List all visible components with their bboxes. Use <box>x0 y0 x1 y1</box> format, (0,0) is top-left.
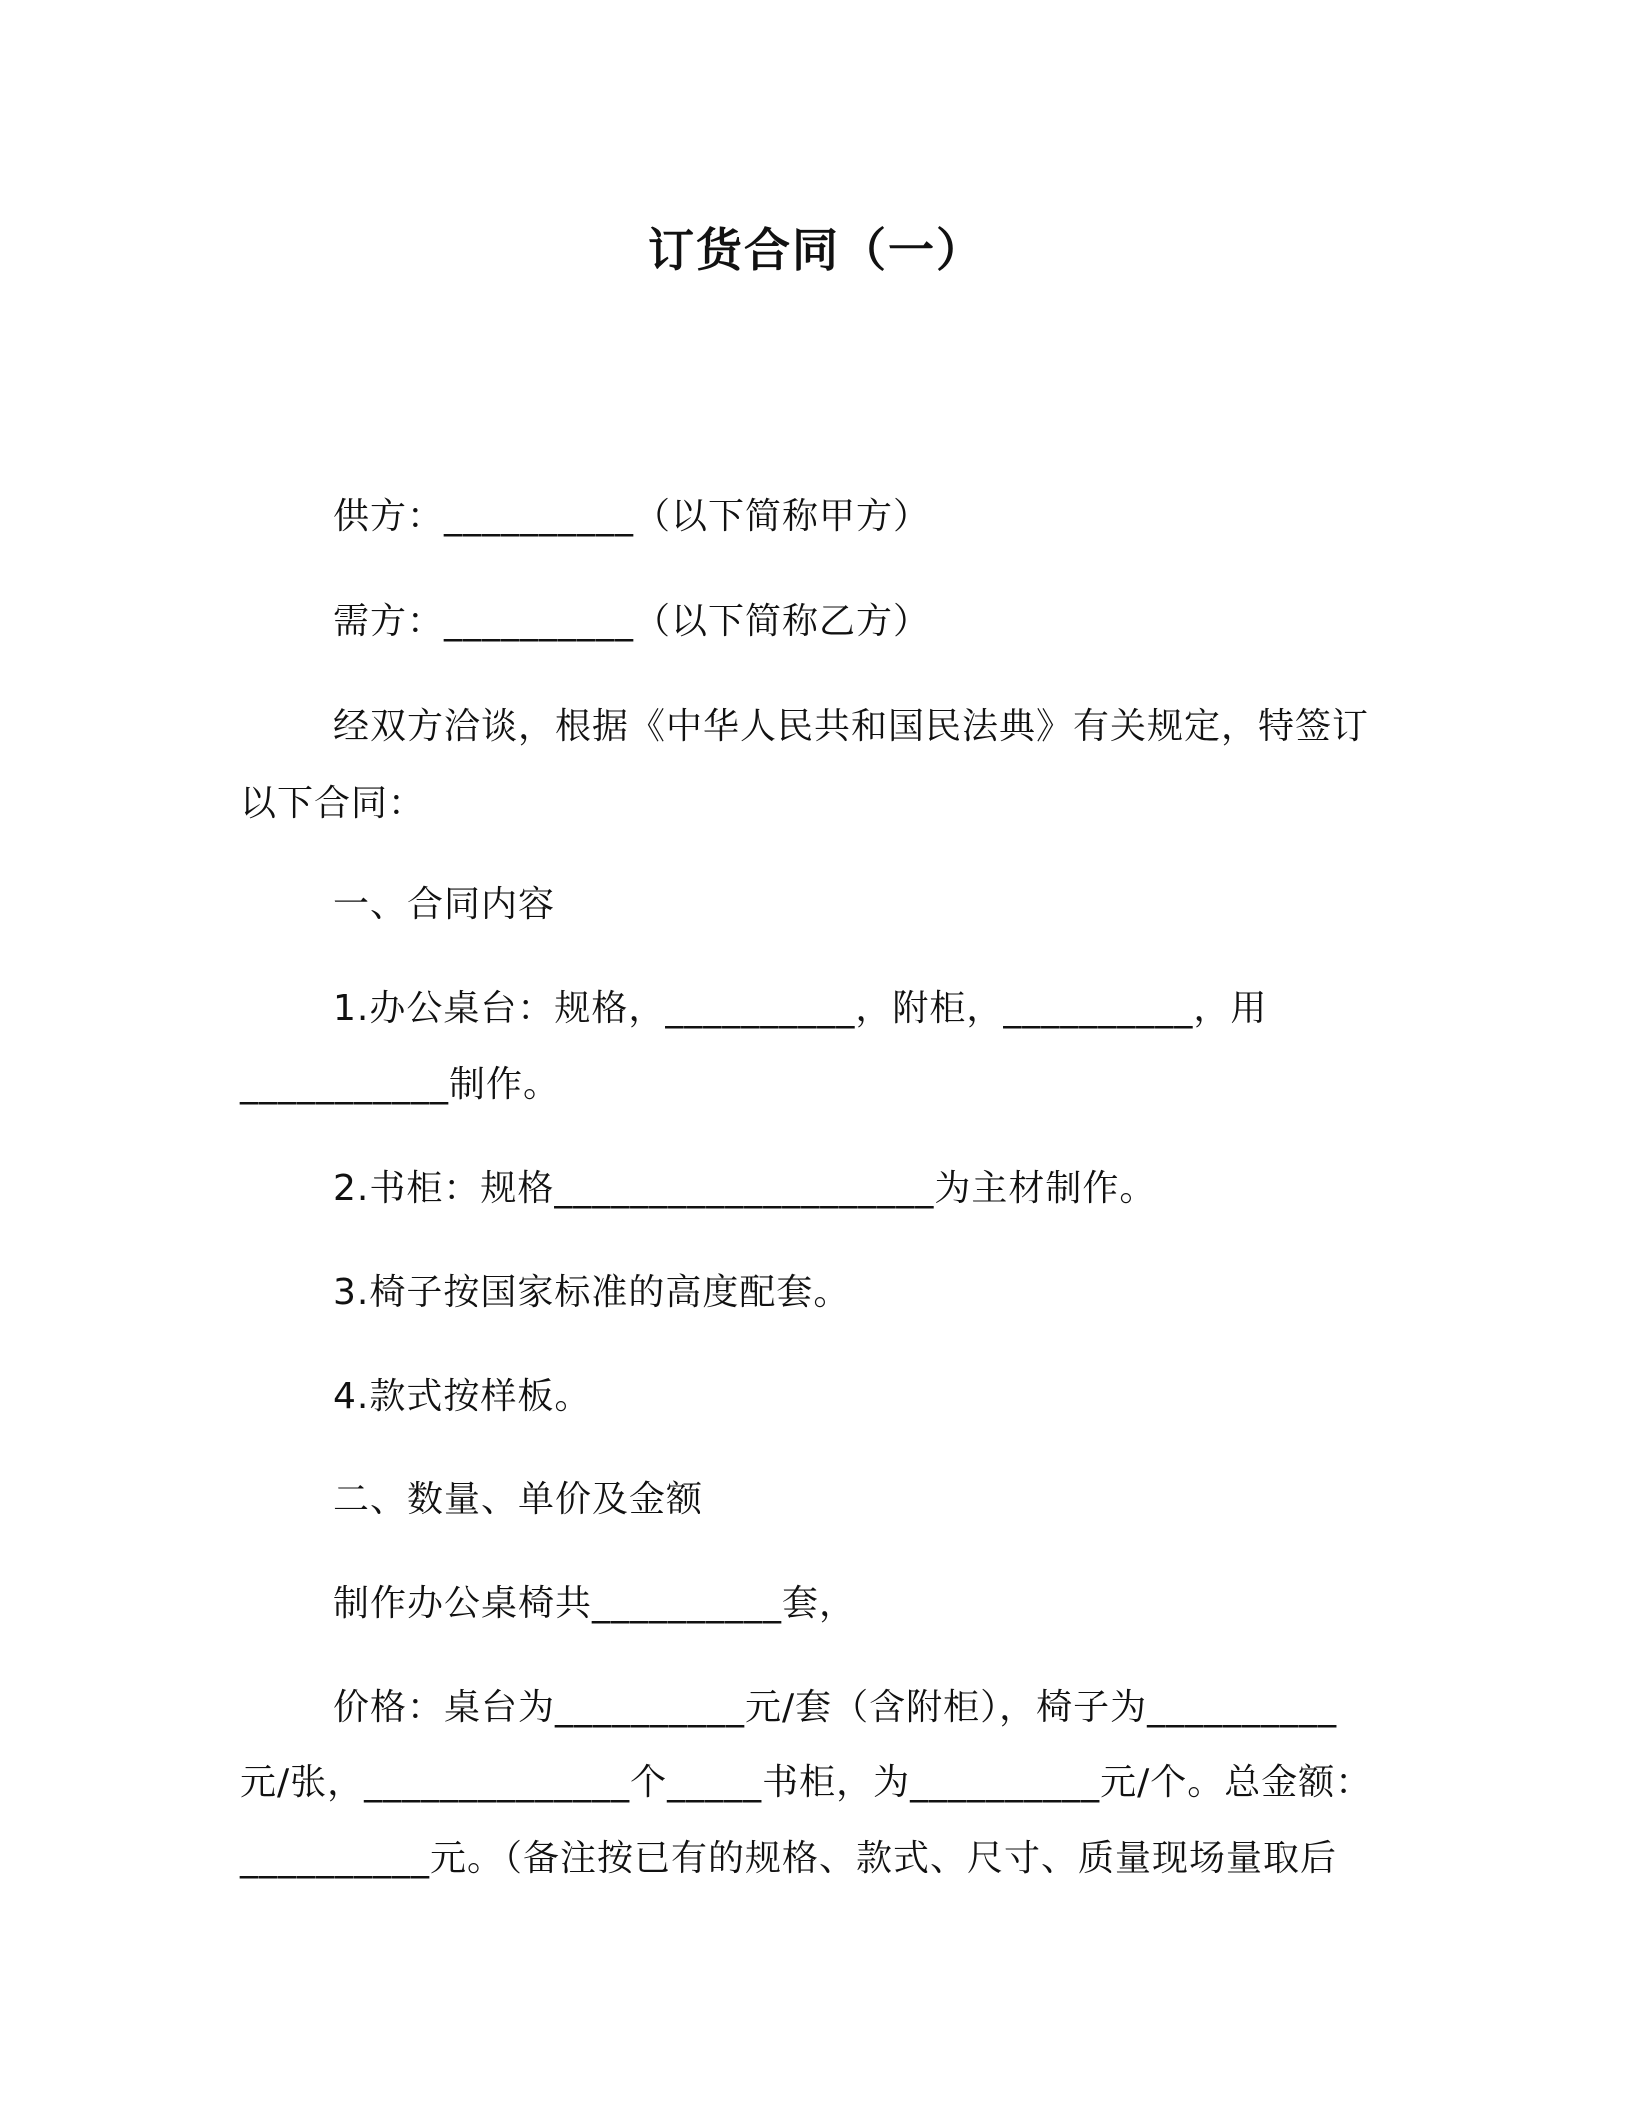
item2-line: 2.书柜：规格____________________为主材制作。 <box>333 1168 1157 1209</box>
contract-title: 订货合同（一） <box>648 223 984 277</box>
quantity-line: 制作办公桌椅共__________套， <box>333 1583 857 1624</box>
price-line-1: 价格：桌台为__________元/套（含附柜），椅子为__________ <box>333 1687 1338 1728</box>
section2-heading: 二、数量、单价及金额 <box>333 1479 704 1520</box>
preamble-line-1: 经双方洽谈，根据《中华人民共和国民法典》有关规定，特签订 <box>333 706 1370 747</box>
item1-line-2: ___________制作。 <box>240 1064 561 1105</box>
item3-line: 3.椅子按国家标准的高度配套。 <box>333 1272 851 1313</box>
section1-heading: 一、合同内容 <box>333 884 556 925</box>
item1-line-1: 1.办公桌台：规格，__________，附柜，__________，用 <box>333 988 1268 1029</box>
preamble-line-2: 以下合同： <box>240 783 426 824</box>
price-line-2: 元/张，______________个_____书柜，为__________元/个。总金额： <box>240 1762 1373 1803</box>
buyer-line: 需方：__________（以下简称乙方） <box>333 601 931 642</box>
supplier-line: 供方：__________（以下简称甲方） <box>333 496 931 537</box>
price-line-3: __________元。（备注按已有的规格、款式、尺寸、质量现场量取后 <box>240 1838 1338 1879</box>
item4-line: 4.款式按样板。 <box>333 1376 592 1417</box>
